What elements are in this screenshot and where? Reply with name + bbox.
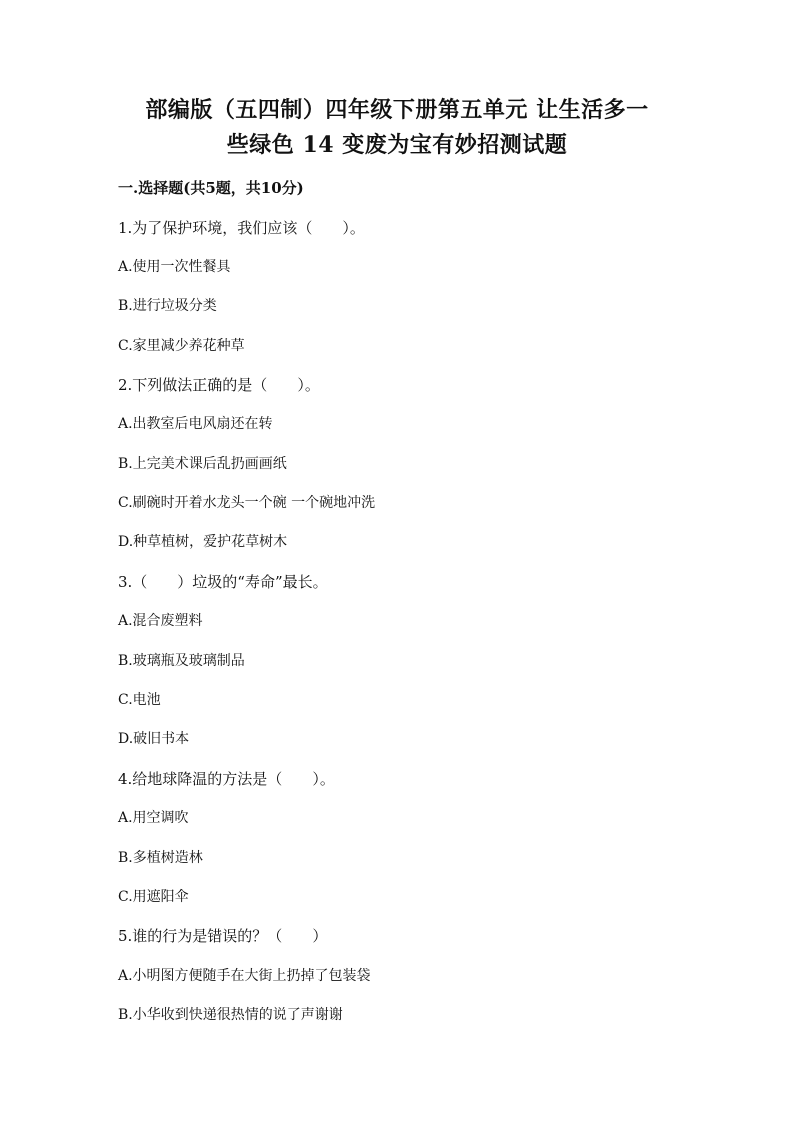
question-2-option-a: A.出教室后电风扇还在转 [118,416,273,432]
question-3-option-d: D.破旧书本 [118,731,190,747]
question-5-stem: 5.谁的行为是错误的？（ ） [118,927,328,945]
question-1-stem: 1.为了保护环境，我们应该（ ）。 [118,219,365,237]
question-3-option-c: C.电池 [118,692,161,708]
section-heading: 一.选择题(共5题，共10分) [118,179,304,197]
question-4-option-b: B.多植树造林 [118,850,203,866]
question-2-option-b: B.上完美术课后乱扔画画纸 [118,456,287,472]
question-2-stem: 2.下列做法正确的是（ ）。 [118,376,320,394]
page-title-line-2: 些绿色 14 变废为宝有妙招测试题 [226,132,568,158]
question-1-option-b: B.进行垃圾分类 [118,298,217,314]
question-4-option-a: A.用空调吹 [118,810,189,826]
question-3-stem: 3.（ ）垃圾的“寿命”最长。 [118,573,328,591]
question-2-option-d: D.种草植树，爱护花草树木 [118,534,288,550]
page-title-line-1: 部编版（五四制）四年级下册第五单元 让生活多一 [145,97,649,123]
question-3-option-b: B.玻璃瓶及玻璃制品 [118,653,245,669]
question-2-option-c: C.刷碗时开着水龙头一个碗 一个碗地冲洗 [118,495,376,511]
question-3-option-a: A.混合废塑料 [118,613,203,629]
question-1-option-c: C.家里减少养花种草 [118,338,245,354]
question-4-stem: 4.给地球降温的方法是（ ）。 [118,770,335,788]
question-5-option-a: A.小明图方便随手在大街上扔掉了包装袋 [118,968,371,984]
question-4-option-c: C.用遮阳伞 [118,889,189,905]
question-1-option-a: A.使用一次性餐具 [118,259,231,275]
question-5-option-b: B.小华收到快递很热情的说了声谢谢 [118,1007,343,1023]
